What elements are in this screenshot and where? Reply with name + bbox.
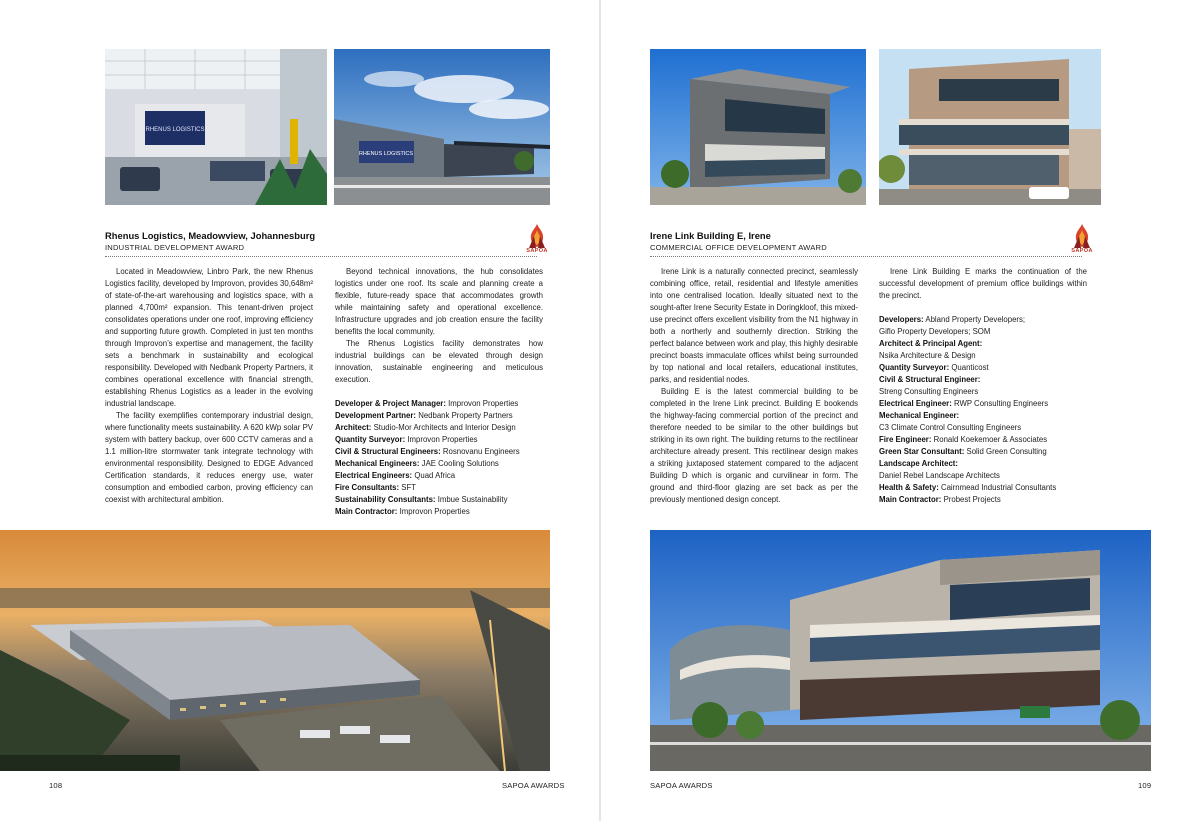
project-title: Irene Link Building E, Irene: [650, 230, 771, 241]
publication-name: SAPOA AWARDS: [650, 781, 713, 790]
credit-line: Main Contractor: Probest Projects: [879, 495, 1001, 504]
credit-line: Developer & Project Manager: Improvon Properties: [335, 399, 519, 408]
body-column-1: [105, 266, 313, 506]
award-category: COMMERCIAL OFFICE DEVELOPMENT AWARD: [650, 242, 1082, 257]
credit-line: Architect: Studio-Mor Architects and Interior Design: [335, 423, 516, 432]
page-number: 108: [49, 781, 63, 790]
credit-line: Quantity Surveyor: Quanticost: [879, 363, 989, 372]
credit-line: Fire Consultants: SFT: [335, 483, 417, 492]
credit-line: Sustainability Consultants: Imbue Sustainability: [335, 495, 508, 504]
photo-irene-angle: [650, 49, 866, 205]
sapoa-logo-text: SAPOA: [526, 248, 548, 254]
paragraph: The facility exemplifies contemporary industrial design, where functionality meets sustainability. A 620 kWp solar PV system with battery backup, over 600 CCTV cameras and a 1.1 million-litre stormwater tank integrate technology with environmental responsibility. Designed to EDGE Advanced Certification standards, it reduces energy use, water consumption and embodied carbon, proving efficiency can coexist with architectural ambition.: [105, 411, 313, 504]
body-column-2: [879, 266, 1087, 506]
publication-name: SAPOA AWARDS: [502, 781, 565, 790]
sapoa-logo-text: SAPOA: [1071, 248, 1093, 254]
sapoa-logo: [523, 224, 551, 258]
credit-line: Mechanical Engineers: JAE Cooling Solutions: [335, 459, 499, 468]
body-column-1: [650, 266, 858, 506]
paragraph: Located in Meadowview, Linbro Park, the new Rhenus Logistics facility, developed by Improvon, provides 30,648m² of state-of-the-art warehousing and logistics space, with a planned 4,700m² expansion. This tenant-driven project consolidates operations under one roof, improving efficiency and supporting future growth. Completed in just ten months through Improvon’s expertise and management, the facility sets a benchmark in sustainability and ecological responsibility. Developed with Nedbank Property Partners, it combines operational excellence with financial strength, establishing Rhenus Logistics as a leader in the evolving industrial landscape.: [105, 267, 313, 408]
credit-line: Fire Engineer: Ronald Koekemoer & Associates: [879, 435, 1048, 444]
lobby-sign-text: RHENUS LOGISTICS: [145, 127, 205, 133]
paragraph: Irene Link is a naturally connected precinct, seamlessly combining office, retail, residential and lifestyle amenities into one centralised location. Ideally situated next to the sought-after Irene Security Estate in Doringkloof, this mixed-use precinct offers excellent visibility from the N1 highway in both a northerly and southernly direction. Striking the perfect balance between work and play, this highly desirable precinct boasts immaculate offices whilst being surrounded by top national and local retailers, educational institutes, parks, and residential nodes.: [650, 267, 859, 384]
body-column-2: [335, 266, 543, 518]
credit-line: Quantity Surveyor: Improvon Properties: [335, 435, 478, 444]
project-heading-irene: [650, 230, 1082, 257]
credit-line: C3 Climate Control Consulting Engineers: [879, 423, 1022, 432]
page-number: 109: [1138, 781, 1152, 790]
photo-rhenus-aerial: [0, 530, 550, 771]
photo-irene-main: [650, 530, 1151, 771]
photo-rhenus-lobby: [105, 49, 327, 205]
left-page: [0, 0, 599, 821]
photo-rhenus-facade: [334, 49, 550, 205]
project-heading-rhenus: [105, 230, 537, 257]
photo-irene-front: [879, 49, 1101, 205]
paragraph: Beyond technical innovations, the hub consolidates logistics under one roof. Its scale and planning create a flexible, future-ready space that accommodates growth while maintaining safety and operational excellence. Infrastructure upgrades and job creation ensure the facility benefits the local community.: [335, 267, 543, 336]
paragraph: Irene Link Building E marks the continuation of the successful development of premium office buildings within the precinct.: [879, 267, 1087, 300]
paragraph: Building E is the latest commercial building to be completed in the Irene Link precinct. Building E bookends the highway-facing commercial portion of the precinct and therefore needed to be similar to the other buildings but striking in its own right. The building returns to the rectilinear architecture already present. This rectilinear design makes a striking juxtaposed statement compared to the adjacent Building D which is organic and curvilinear in form. The ground and third-floor glazing are set back as per the previously mentioned design concept.: [650, 387, 858, 504]
credit-line: Landscape Architect:: [879, 459, 959, 468]
credit-line: Green Star Consultant: Solid Green Consulting: [879, 447, 1047, 456]
sapoa-flame-icon: [528, 224, 546, 248]
credit-line: Daniel Rebel Landscape Architects: [879, 471, 1000, 480]
sapoa-flame-icon: [1073, 224, 1091, 248]
credit-line: Architect & Principal Agent:: [879, 339, 983, 348]
credits-list: [335, 398, 543, 518]
credit-line: Streng Consulting Engineers: [879, 387, 979, 396]
credit-line: Electrical Engineers: Quad Africa: [335, 471, 456, 480]
paragraph: The Rhenus Logistics facility demonstrates how industrial buildings can be elevated through design innovation, sustainable engineering and meticulous execution.: [335, 339, 543, 384]
credit-line: Mechanical Engineer:: [879, 411, 960, 420]
right-page: [601, 0, 1200, 821]
sapoa-logo: [1068, 224, 1096, 258]
credit-line: Development Partner: Nedbank Property Partners: [335, 411, 513, 420]
credit-line: Civil & Structural Engineers: Rosnovanu Engineers: [335, 447, 520, 456]
credit-line: Nsika Architecture & Design: [879, 351, 976, 360]
credit-line: Health & Safety: Cairnmead Industrial Consultants: [879, 483, 1057, 492]
facade-sign-text: RHENUS LOGISTICS: [358, 151, 414, 157]
credit-line: Giflo Property Developers; SOM: [879, 327, 991, 336]
project-title: Rhenus Logistics, Meadowview, Johannesburg: [105, 230, 316, 241]
credit-line: Developers: Abland Property Developers;: [879, 315, 1026, 324]
credit-line: Civil & Structural Engineer:: [879, 375, 981, 384]
credits-list: [879, 314, 1087, 506]
credit-line: Main Contractor: Improvon Properties: [335, 507, 470, 516]
credit-line: Electrical Engineer: RWP Consulting Engineers: [879, 399, 1049, 408]
award-category: INDUSTRIAL DEVELOPMENT AWARD: [105, 242, 537, 257]
